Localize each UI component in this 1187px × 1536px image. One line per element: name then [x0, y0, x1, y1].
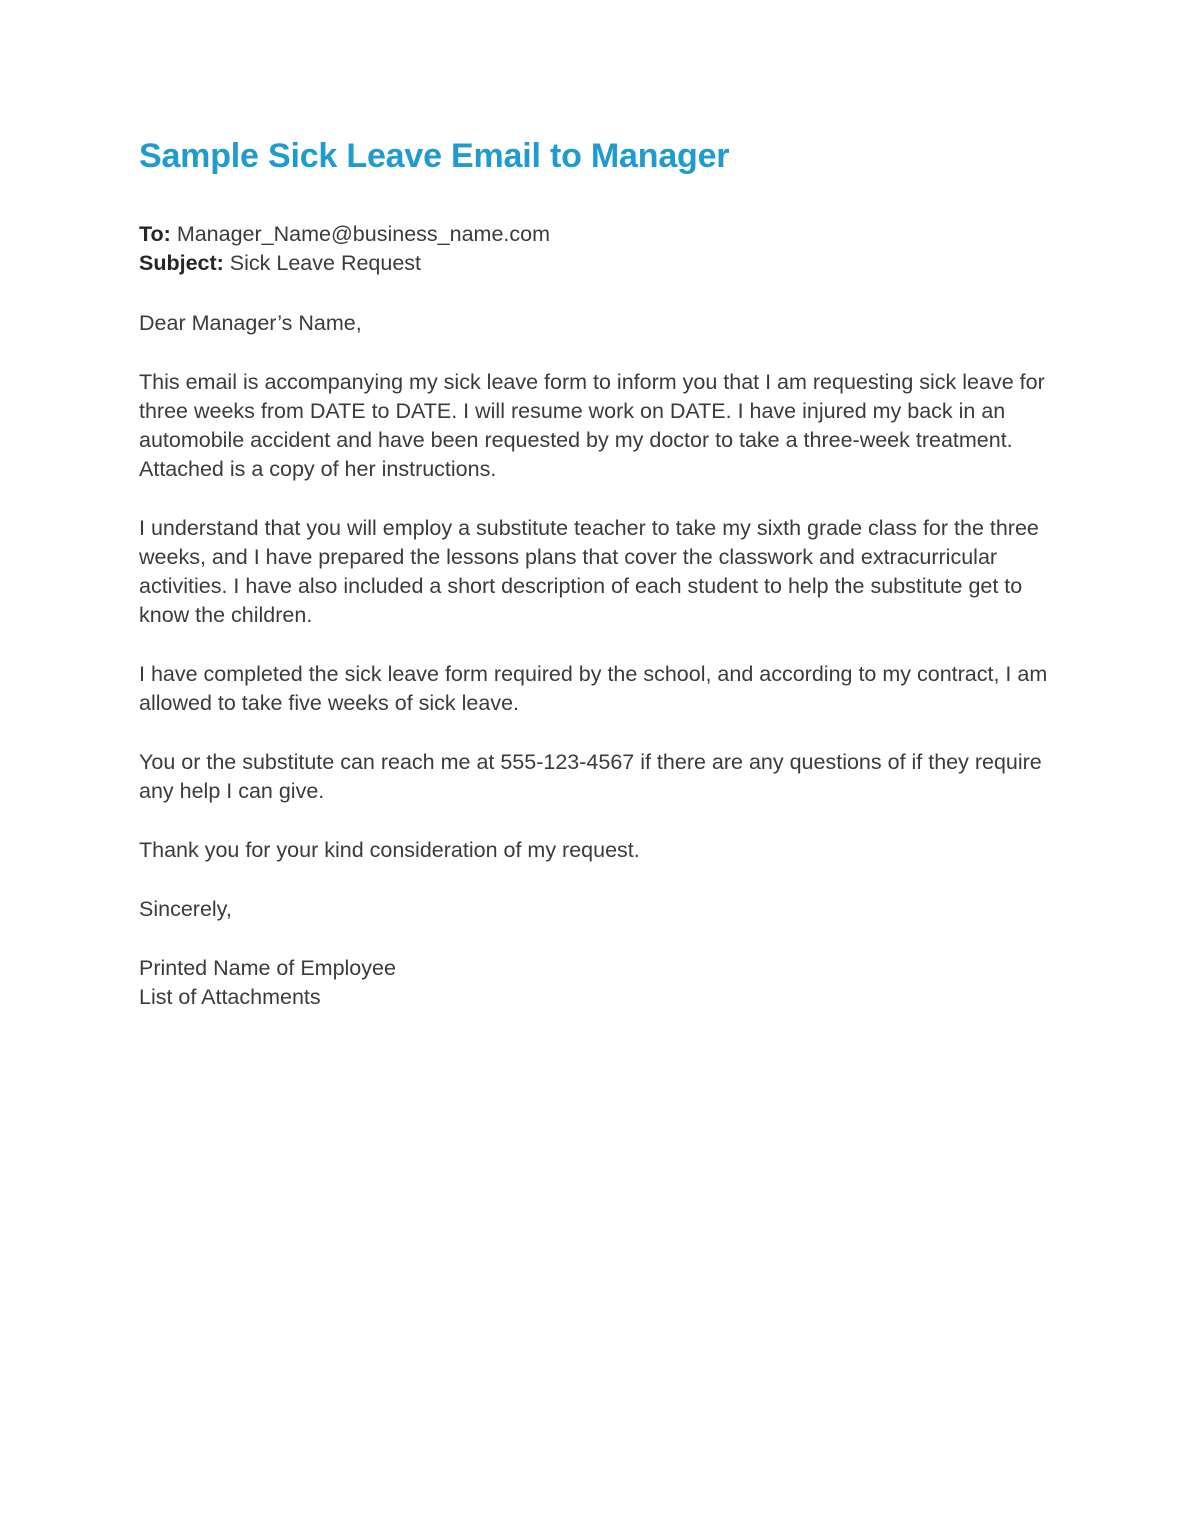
email-field-to-value: Manager_Name@business_name.com	[170, 222, 550, 247]
closing-salutation: Sincerely,	[139, 897, 232, 922]
body-paragraph-2: I understand that you will employ a substitute teacher to take my sixth grade class for the three weeks, and I have prepared the lessons plans that cover the classwork and extracurricular activities. I have also included a short description of each student to help the substitute get to know the children.	[139, 516, 1039, 628]
body-paragraph-4: You or the substitute can reach me at 555-123-4567 if there are any questions of if they require any help I can give.	[139, 750, 1042, 804]
email-field-subject-label: Subject:	[139, 251, 224, 276]
body-paragraph-1: This email is accompanying my sick leave form to inform you that I am requesting sick leave for three weeks from DATE to DATE. I will resume work on DATE. I have injured my back in an automobile accident and have been requested by my doctor to take a three-week treatment. Attached is a copy of her instructions.	[139, 370, 1045, 482]
email-field-to	[139, 220, 1049, 249]
body-paragraph-5: Thank you for your kind consideration of my request.	[139, 838, 640, 863]
signature-attachments: List of Attachments	[139, 985, 321, 1010]
email-field-subject	[139, 249, 1049, 278]
email-header-fields	[139, 220, 1049, 278]
page-title: Sample Sick Leave Email to Manager	[139, 137, 730, 175]
signature-printed-name: Printed Name of Employee	[139, 956, 396, 981]
email-field-to-label: To:	[139, 222, 171, 247]
email-field-subject-value: Sick Leave Request	[223, 251, 422, 276]
salutation: Dear Manager’s Name,	[139, 311, 362, 336]
signature-block	[139, 954, 1049, 1012]
body-paragraph-3: I have completed the sick leave form required by the school, and according to my contract, I am allowed to take five weeks of sick leave.	[139, 662, 1048, 716]
document-body	[139, 136, 1049, 1012]
